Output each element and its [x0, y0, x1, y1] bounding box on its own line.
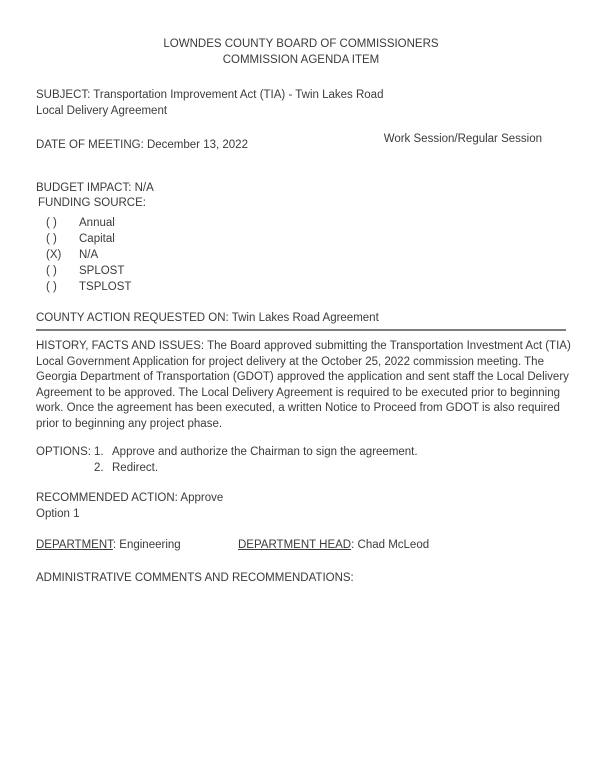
options-label: OPTIONS:	[36, 446, 91, 459]
funding-option-annual	[46, 215, 566, 231]
budget-impact: BUDGET IMPACT: N/A	[36, 181, 154, 194]
history-facts-issues: HISTORY, FACTS AND ISSUES: The Board approved submitting the Transportation Investment Act (TIA) Local Government Application for project delivery at the October 25, 2022 commission meeting. The Georgia Department of Transportation (GDOT) approved the application and sent staff the Local Delivery Agreement to be approved. The Local Delivery Agreement is required to be executed prior to beginning work. Once the agreement has been executed, a written Notice to Proceed from GDOT is also required prior to beginning any project phase.	[36, 340, 571, 430]
department-head-value: Chad McLeod	[354, 539, 430, 552]
county-action-requested: COUNTY ACTION REQUESTED ON: Twin Lakes Road Agreement	[36, 311, 566, 332]
funding-option-na	[46, 247, 566, 263]
title-line-2: COMMISSION AGENDA ITEM	[222, 54, 380, 66]
department-label: DEPARTMENT	[36, 539, 113, 552]
checkbox-mark-checked: (X)	[46, 248, 62, 261]
option-1	[94, 445, 418, 461]
subject-line: SUBJECT: Transportation Improvement Act (TIA) - Twin Lakes Road Local Delivery Agreement	[36, 89, 384, 117]
department-head-label: DEPARTMENT HEAD	[238, 539, 352, 552]
colon: :	[351, 539, 355, 552]
date-of-meeting: DATE OF MEETING: December 13, 2022	[36, 139, 248, 151]
recommended-action-block	[36, 491, 566, 522]
department-field	[36, 538, 238, 554]
checkbox-mark: ( )	[46, 216, 57, 229]
recommended-option: Option 1	[36, 507, 80, 520]
administrative-comments: ADMINISTRATIVE COMMENTS AND RECOMMENDATIONS:	[36, 571, 354, 584]
checkbox-mark: ( )	[46, 265, 57, 278]
department-row	[36, 538, 566, 554]
funding-option-label: N/A	[79, 248, 99, 261]
options-section	[36, 445, 566, 476]
title-line-1: LOWNDES COUNTY BOARD OF COMMISSIONERS	[163, 38, 439, 50]
funding-option-label: SPLOST	[79, 265, 125, 278]
session-type: Work Session/Regular Session	[383, 133, 542, 145]
document-title	[36, 36, 566, 68]
colon: :	[112, 539, 117, 552]
funding-option-tsplost	[46, 279, 566, 295]
funding-option-label: Capital	[79, 232, 115, 245]
funding-source-label: FUNDING SOURCE:	[38, 197, 146, 209]
funding-source-list	[36, 215, 566, 296]
checkbox-mark: ( )	[46, 281, 57, 294]
recommended-action: RECOMMENDED ACTION: Approve	[36, 492, 224, 505]
department-head-field	[238, 538, 429, 554]
date-row	[36, 133, 566, 154]
option-text: Approve and authorize the Chairman to sign the agreement.	[112, 446, 418, 459]
checkbox-mark: ( )	[46, 232, 57, 245]
funding-option-label: TSPLOST	[79, 281, 132, 294]
funding-option-capital	[46, 231, 566, 247]
option-number: 1.	[94, 446, 104, 459]
option-text: Redirect.	[112, 461, 159, 474]
funding-option-splost	[46, 263, 566, 279]
option-number: 2.	[94, 461, 104, 474]
option-2	[94, 461, 418, 477]
department-value: Engineering	[116, 539, 181, 552]
funding-option-label: Annual	[79, 216, 115, 229]
options-list	[94, 445, 418, 476]
